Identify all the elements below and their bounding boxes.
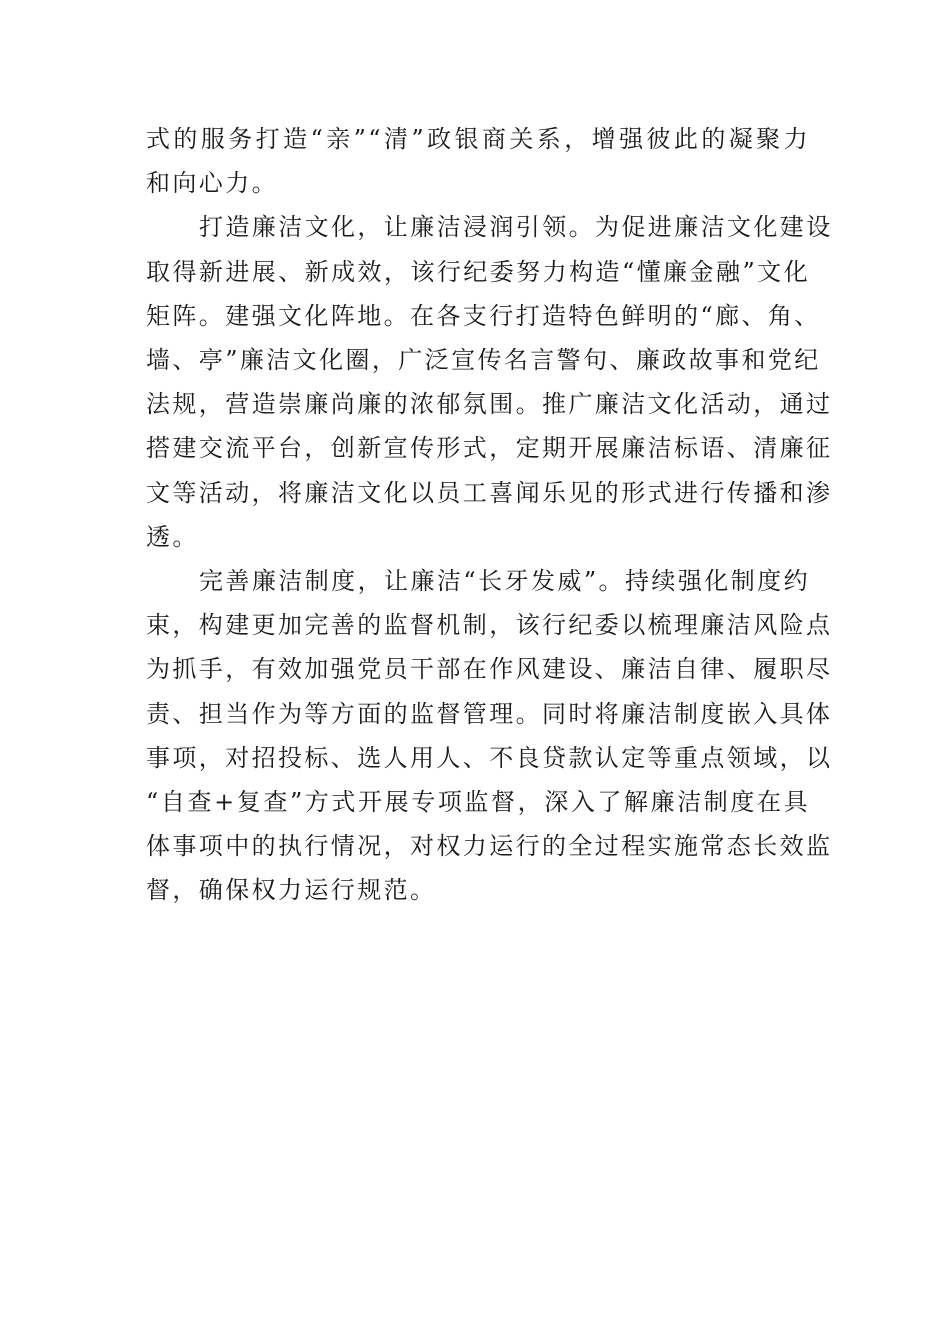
text-line: 搭建交流平台，创新宣传形式，定期开展廉洁标语、清廉征 xyxy=(146,434,833,463)
text-line: 透。 xyxy=(146,522,199,551)
paragraph xyxy=(146,559,833,913)
text-line: 打造廉洁文化，让廉洁浸润引领。为促进廉洁文化建设 xyxy=(199,213,833,242)
text-line: “自查+复查”方式开展专项监督，深入了解廉洁制度在具 xyxy=(146,788,810,817)
text-line: 束，构建更加完善的监督机制，该行纪委以梳理廉洁风险点 xyxy=(146,611,833,640)
text-line: 式的服务打造“亲”“清”政银商关系，增强彼此的凝聚力 xyxy=(146,125,810,153)
text-line: 责、担当作为等方面的监督管理。同时将廉洁制度嵌入具体 xyxy=(146,699,833,728)
text-line: 完善廉洁制度，让廉洁“长牙发威”。持续强化制度约 xyxy=(199,567,810,596)
text-line: 取得新进展、新成效，该行纪委努力构造“懂廉金融”文化 xyxy=(146,257,810,286)
text-line: 法规，营造崇廉尚廉的浓郁氛围。推广廉洁文化活动，通过 xyxy=(146,390,833,419)
text-line: 体事项中的执行情况，对权力运行的全过程实施常态长效监 xyxy=(146,832,833,861)
text-line: 矩阵。建强文化阵地。在各支行打造特色鲜明的“廊、角、 xyxy=(146,301,821,330)
paragraph xyxy=(146,205,833,559)
paragraph xyxy=(146,117,810,205)
text-line: 和向心力。 xyxy=(146,169,278,198)
body-text xyxy=(146,117,833,913)
text-line: 事项，对招投标、选人用人、不良贷款认定等重点领域，以 xyxy=(146,743,833,772)
text-line: 文等活动，将廉洁文化以员工喜闻乐见的形式进行传播和渗 xyxy=(146,478,833,507)
text-line: 墙、亭”廉洁文化圈，广泛宣传名言警句、廉政故事和党纪 xyxy=(146,346,821,375)
text-line: 督，确保权力运行规范。 xyxy=(146,876,437,905)
text-line: 为抓手，有效加强党员干部在作风建设、廉洁自律、履职尽 xyxy=(146,655,833,684)
